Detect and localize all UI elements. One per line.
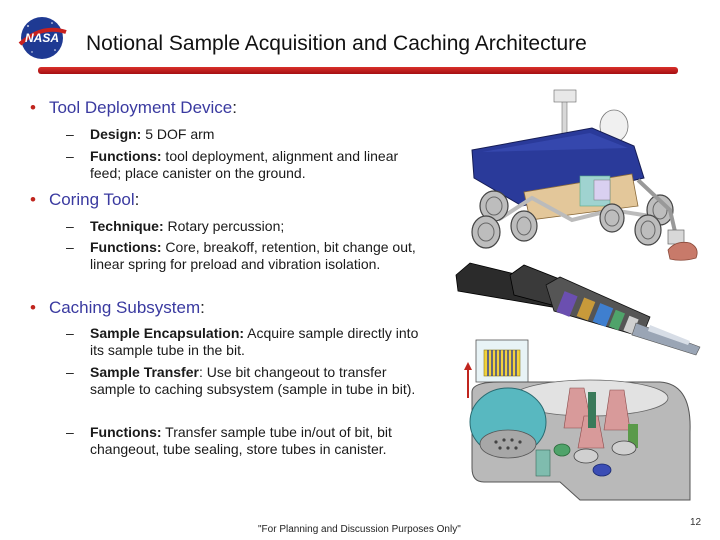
bullet-coring-tool <box>30 190 139 210</box>
list-item: – Design: 5 DOF arm <box>66 126 215 142</box>
bullet-heading: Caching Subsystem <box>48 298 201 317</box>
item-label: Design: <box>90 126 142 142</box>
rover-illustration <box>462 80 702 265</box>
bullet-dot: • <box>30 298 36 317</box>
bullet-caching-subsystem <box>30 298 205 318</box>
item-text: Rotary percussion; <box>163 218 285 234</box>
bullet-dot: • <box>30 98 36 117</box>
item-label: Sample Encapsulation: <box>90 325 245 341</box>
bullet-colon: : <box>232 98 237 117</box>
page-title: Notional Sample Acquisition and Caching Architecture <box>86 32 587 55</box>
item-label: Functions: <box>90 239 162 255</box>
bullet-colon: : <box>134 190 140 209</box>
list-item: – Functions: Transfer sample tube in/out of bit, bit changeout, tube sealing, store tubes in canister. <box>66 424 392 458</box>
title-underline-bar <box>38 67 678 74</box>
item-text: : Use bit changeout to transfer sample to caching subsystem (sample in tube in bit). <box>90 364 416 398</box>
list-item: – Sample Transfer: Use bit changeout to transfer sample to caching subsystem (sample in tube in bit). <box>66 364 416 398</box>
logo-text: NASA <box>24 31 60 45</box>
item-label: Technique: <box>90 218 164 234</box>
item-label: Functions: <box>90 148 162 164</box>
bullet-colon: : <box>200 298 205 317</box>
list-item: – Functions: tool deployment, alignment and linear feed; place canister on the ground. <box>66 148 399 182</box>
bullet-tool-deployment <box>30 98 237 118</box>
bullet-dot: • <box>30 190 36 209</box>
caching-subsystem-illustration <box>460 332 700 512</box>
list-item: – Sample Encapsulation: Acquire sample directly into its sample tube in the bit. <box>66 325 419 359</box>
item-label: Sample Transfer <box>90 364 199 380</box>
list-item: – Technique: Rotary percussion; <box>66 218 285 234</box>
item-text: tool deployment, alignment and linear feed; place canister on the ground. <box>90 148 399 182</box>
nasa-logo <box>14 14 70 62</box>
item-text: Acquire sample directly into its sample tube in the bit. <box>90 325 419 359</box>
item-label: Functions: <box>90 424 162 440</box>
item-text: Core, breakoff, retention, bit change out, linear spring for preload and vibration isolation. <box>90 239 416 273</box>
item-text: Transfer sample tube in/out of bit, bit changeout, tube sealing, store tubes in canister. <box>90 424 392 458</box>
bullet-heading: Tool Deployment Device <box>48 98 233 117</box>
page-number: 12 <box>690 517 702 528</box>
list-item: – Functions: Core, breakoff, retention, bit change out, linear spring for preload and vibration isolation. <box>66 239 416 273</box>
bullet-heading: Coring Tool <box>48 190 135 209</box>
footer-disclaimer: "For Planning and Discussion Purposes Only" <box>258 524 461 535</box>
item-text: 5 DOF arm <box>141 126 215 142</box>
